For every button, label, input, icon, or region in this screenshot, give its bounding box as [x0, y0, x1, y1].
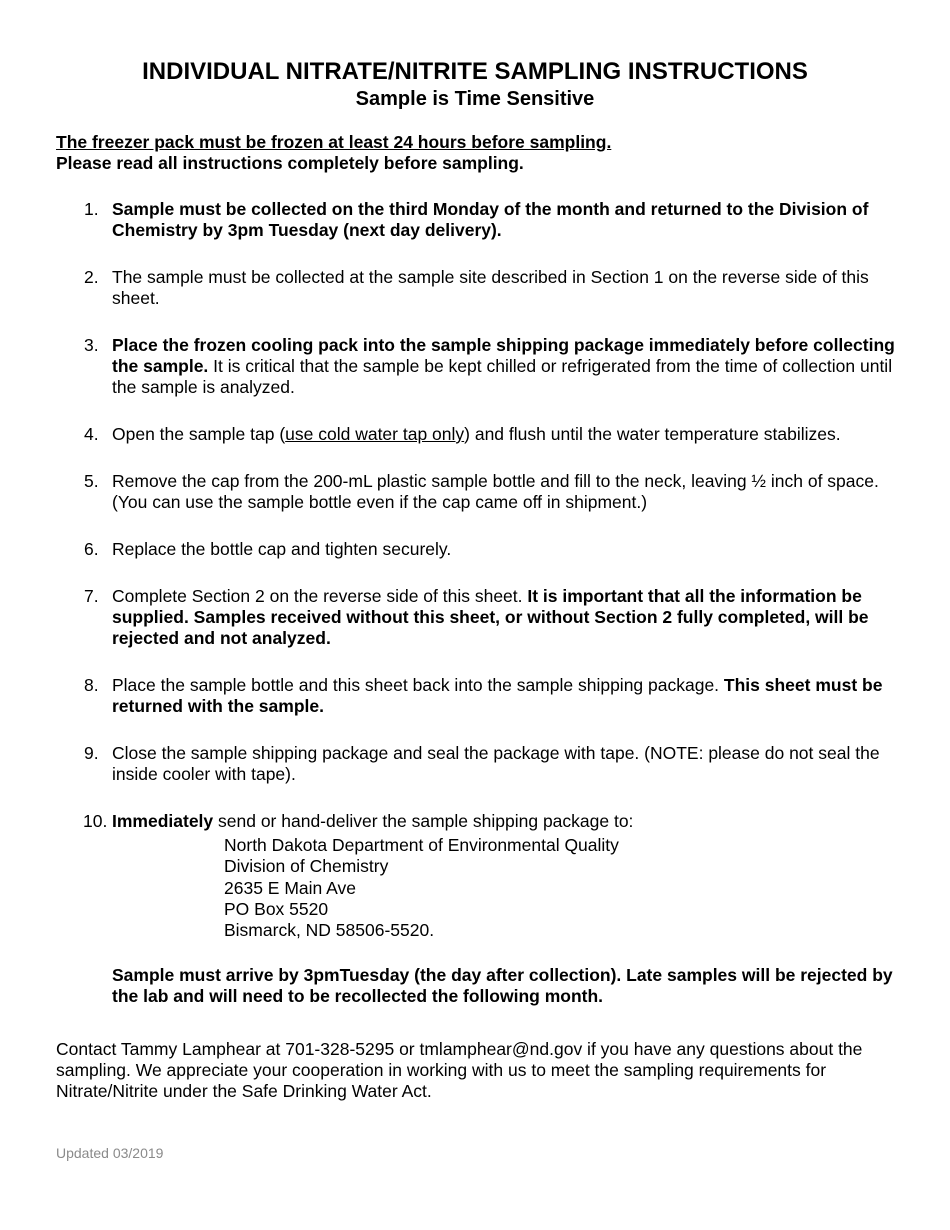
step-bold-text: Immediately — [112, 811, 214, 831]
step-1 — [0, 199, 950, 241]
read-instructions-notice: Please read all instructions completely before sampling. — [56, 153, 524, 173]
intro-block — [56, 132, 611, 174]
mailing-address — [224, 835, 950, 941]
address-line: PO Box 5520 — [224, 898, 329, 919]
step-number: 1. — [84, 199, 99, 219]
step-bold-text: Place the frozen cooling pack into the sample shipping package immediately before collecting the sample. — [112, 335, 895, 376]
step-text: It is critical that the sample be kept chilled or refrigerated from the time of collection until the sample is analyzed. — [112, 356, 893, 397]
step-5 — [0, 471, 950, 513]
arrival-notice: Sample must arrive by 3pmTuesday (the day after collection). Late samples will be rejected by the lab and will need to be recollected the following month. — [112, 965, 893, 1007]
step-underlined-text: use cold water tap only — [285, 424, 465, 444]
step-text: Place the sample bottle and this sheet back into the sample shipping package. — [112, 675, 724, 695]
step-10 — [0, 811, 950, 1007]
address-line: North Dakota Department of Environmental Quality — [224, 835, 619, 855]
updated-date: Updated 03/2019 — [56, 1145, 164, 1161]
step-text: The sample must be collected at the sample site described in Section 1 on the reverse side of this sheet. — [112, 267, 869, 308]
instruction-list — [0, 199, 950, 1033]
step-number: 9. — [84, 743, 99, 763]
step-number: 3. — [84, 335, 99, 355]
step-9 — [0, 743, 950, 785]
step-number: 7. — [84, 586, 99, 606]
step-bold-text: Sample must be collected on the third Monday of the month and returned to the Division of Chemistry by 3pm Tuesday (next day delivery). — [112, 199, 869, 240]
step-text: send or hand-deliver the sample shipping package to: — [213, 811, 634, 831]
step-6 — [0, 539, 950, 560]
step-number: 4. — [84, 424, 99, 444]
step-text: Close the sample shipping package and seal the package with tape. (NOTE: please do not seal the inside cooler with tape). — [112, 743, 880, 784]
step-4 — [0, 424, 950, 445]
address-line: Division of Chemistry — [224, 856, 389, 877]
step-text: Open the sample tap ( — [112, 424, 286, 444]
step-number: 5. — [84, 471, 99, 491]
page-title: INDIVIDUAL NITRATE/NITRITE SAMPLING INSTRUCTIONS — [142, 58, 808, 85]
step-text: Remove the cap from the 200-mL plastic sample bottle and fill to the neck, leaving ½ inch of space. (You can use the sample bottle even if the cap came off in shipment.) — [112, 471, 879, 512]
step-bold-text: It is important that all the information be supplied. Samples received without this sheet, or without Section 2 fully completed, will be rejected and not analyzed. — [112, 586, 869, 648]
step-text: Complete Section 2 on the reverse side of this sheet. — [112, 586, 528, 606]
step-8 — [0, 675, 950, 717]
step-3 — [0, 335, 950, 398]
page-subtitle: Sample is Time Sensitive — [355, 88, 595, 110]
step-number: 10. — [83, 811, 108, 831]
step-number: 6. — [84, 539, 99, 559]
step-7 — [0, 586, 950, 649]
step-text: Replace the bottle cap and tighten securely. — [112, 539, 452, 559]
contact-paragraph: Contact Tammy Lamphear at 701-328-5295 or tmlamphear@nd.gov if you have any questions about the sampling. We appreciate your cooperation in working with us to meet the sampling requirements for Nitrate/Nitrite under the Safe Drinking Water Act. — [56, 1039, 863, 1101]
step-text: ) and flush until the water temperature stabilizes. — [464, 424, 841, 444]
step-bold-text: This sheet must be returned with the sample. — [112, 675, 883, 716]
freezer-pack-notice: The freezer pack must be frozen at least 24 hours before sampling. — [56, 132, 612, 152]
address-line: Bismarck, ND 58506-5520. — [224, 920, 435, 941]
step-number: 8. — [84, 675, 99, 695]
step-2 — [0, 267, 950, 309]
address-line: 2635 E Main Ave — [224, 877, 356, 898]
step-number: 2. — [84, 267, 99, 287]
